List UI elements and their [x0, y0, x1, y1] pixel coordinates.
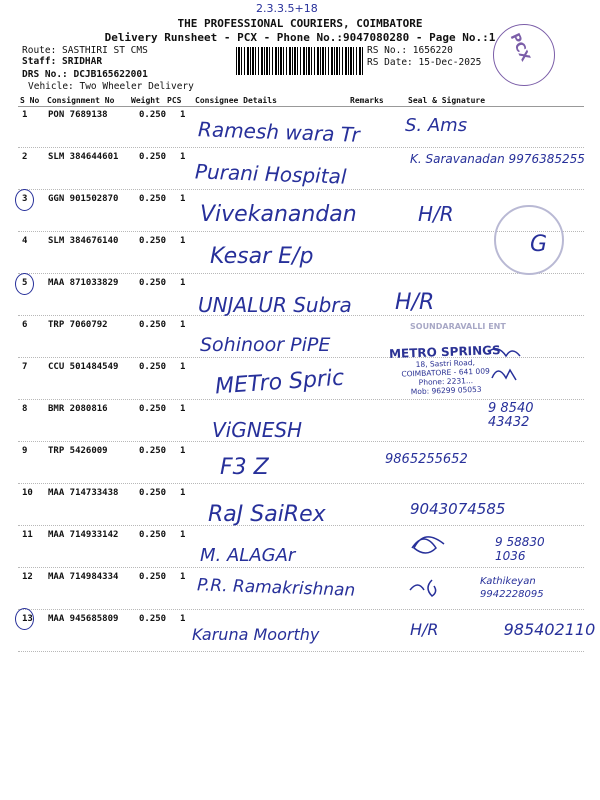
row-weight: 0.250 — [139, 614, 167, 624]
row-weight: 0.250 — [139, 236, 167, 246]
handwritten-consignee: Kesar E/p — [210, 244, 314, 269]
handwritten-consignee: M. ALAGAr — [200, 545, 296, 566]
signature: G — [530, 232, 548, 257]
signature: H/R — [418, 202, 454, 226]
rs-date: RS Date: 15-Dec-2025 — [367, 57, 482, 68]
row-sno: 1 — [22, 110, 28, 120]
row-pcs: 1 — [180, 320, 186, 330]
handwritten-consignee: RaJ SaiRex — [208, 502, 326, 527]
signature: Kathikeyan 9942228095 — [480, 576, 544, 600]
col-seal-signature: Seal & Signature — [408, 96, 486, 105]
signature: 9 58830 1036 — [495, 535, 545, 563]
signature: S. Ams — [405, 115, 468, 136]
row-consignment: MAA 714984334 — [48, 572, 119, 582]
row-sno: 3 — [22, 194, 28, 204]
row-weight: 0.250 — [139, 278, 167, 288]
row-consignment: MAA 945685809 — [48, 614, 119, 624]
row-sno: 7 — [22, 362, 28, 372]
row-weight: 0.250 — [139, 152, 167, 162]
metro-stamp-line1: 18, Sastri Road, — [415, 357, 476, 370]
signature: H/R — [395, 290, 435, 315]
row-consignment: TRP 7060792 — [48, 320, 108, 330]
soundaravalli-stamp: SOUNDARAVALLI ENT — [410, 322, 506, 331]
handwritten-consignee: Vivekanandan — [200, 202, 357, 227]
row-pcs: 1 — [180, 194, 186, 204]
handwritten-consignee: METro Spric — [214, 365, 346, 400]
rs-number: RS No.: 1656220 — [367, 45, 453, 56]
metro-stamp-line2: COIMBATORE - 641 009 — [401, 366, 490, 379]
row-sno: 10 — [22, 488, 33, 498]
row-sno: 13 — [22, 614, 33, 624]
row-consignment: SLM 384676140 — [48, 236, 119, 246]
row-weight: 0.250 — [139, 530, 167, 540]
row-pcs: 1 — [180, 446, 186, 456]
col-consignee: Consignee Details — [195, 96, 277, 105]
row-consignment: BMR 2080816 — [48, 404, 108, 414]
row-pcs: 1 — [180, 110, 186, 120]
row-weight: 0.250 — [139, 572, 167, 582]
row-sno: 6 — [22, 320, 28, 330]
row-consignment: PON 7689138 — [48, 110, 108, 120]
row-sno: 5 — [22, 278, 28, 288]
row-consignment: TRP 5426009 — [48, 446, 108, 456]
row-consignment: MAA 714733438 — [48, 488, 119, 498]
handwritten-consignee: Ramesh wara Tr — [197, 117, 361, 147]
col-sno: S No — [20, 96, 40, 105]
handwritten-consignee: UNJALUR Subra — [198, 293, 352, 317]
row-weight: 0.250 — [139, 362, 167, 372]
col-pcs: PCS — [167, 96, 182, 105]
row-consignment: SLM 384644601 — [48, 152, 119, 162]
signature: 9043074585 — [410, 500, 506, 518]
handwritten-consignee: Karuna Moorthy — [192, 625, 320, 644]
col-weight: Weight — [131, 96, 160, 105]
row-sno: 2 — [22, 152, 28, 162]
row-consignment: MAA 871033829 — [48, 278, 119, 288]
row-pcs: 1 — [180, 488, 186, 498]
handwritten-consignee: ViGNESH — [212, 418, 303, 442]
top-handwritten-note: 2.3.3.5+18 — [256, 2, 318, 15]
row-sno: 12 — [22, 572, 33, 582]
row-consignment: GGN 901502870 — [48, 194, 119, 204]
col-remarks: Remarks — [350, 96, 384, 105]
staff-label: Staff: SRIDHAR — [22, 56, 103, 67]
row-sno: 11 — [22, 530, 33, 540]
metro-stamp-line3: Phone: 2231... — [418, 376, 474, 387]
row-pcs: 1 — [180, 236, 186, 246]
vehicle-label: Vehicle: Two Wheeler Delivery — [28, 81, 194, 92]
handwritten-consignee: Sohinoor PiPE — [200, 334, 331, 356]
handwritten-consignee: P.R. Ramakrishnan — [196, 575, 356, 601]
runsheet-title: Delivery Runsheet - PCX - Phone No.:9047080280 - Page No.:1 — [104, 31, 496, 44]
row-weight: 0.250 — [139, 446, 167, 456]
row-pcs: 1 — [180, 572, 186, 582]
row-sno: 4 — [22, 236, 28, 246]
row-consignment: MAA 714933142 — [48, 530, 119, 540]
company-title: THE PROFESSIONAL COURIERS, COIMBATORE — [177, 17, 423, 30]
row-sno: 9 — [22, 446, 28, 456]
row-weight: 0.250 — [139, 194, 167, 204]
row-weight: 0.250 — [139, 110, 167, 120]
row-weight: 0.250 — [139, 404, 167, 414]
row-pcs: 1 — [180, 152, 186, 162]
row-weight: 0.250 — [139, 320, 167, 330]
row-pcs: 1 — [180, 530, 186, 540]
col-consignment: Consignment No — [47, 96, 115, 105]
signature: 9865255652 — [385, 452, 468, 467]
row-pcs: 1 — [180, 278, 186, 288]
signature: H/R 985402110 — [410, 620, 596, 639]
signature: K. Saravanadan 9976385255 — [410, 152, 585, 166]
row-weight: 0.250 — [139, 488, 167, 498]
metro-stamp-line4: Mob: 96299 05053 — [410, 384, 482, 397]
row-pcs: 1 — [180, 614, 186, 624]
drs-number: DRS No.: DCJB165622001 — [22, 69, 148, 80]
pcx-stamp-text: PCX — [506, 31, 533, 64]
handwritten-consignee: Purani Hospital — [194, 159, 347, 189]
row-sno: 8 — [22, 404, 28, 414]
row-pcs: 1 — [180, 362, 186, 372]
row-pcs: 1 — [180, 404, 186, 414]
row-consignment: CCU 501484549 — [48, 362, 119, 372]
metro-stamp-name: METRO SPRINGS — [388, 343, 501, 361]
route-label: Route: SASTHIRI ST CMS — [22, 45, 148, 56]
handwritten-consignee: F3 Z — [220, 455, 269, 480]
signature: 9 8540 43432 — [488, 401, 534, 430]
